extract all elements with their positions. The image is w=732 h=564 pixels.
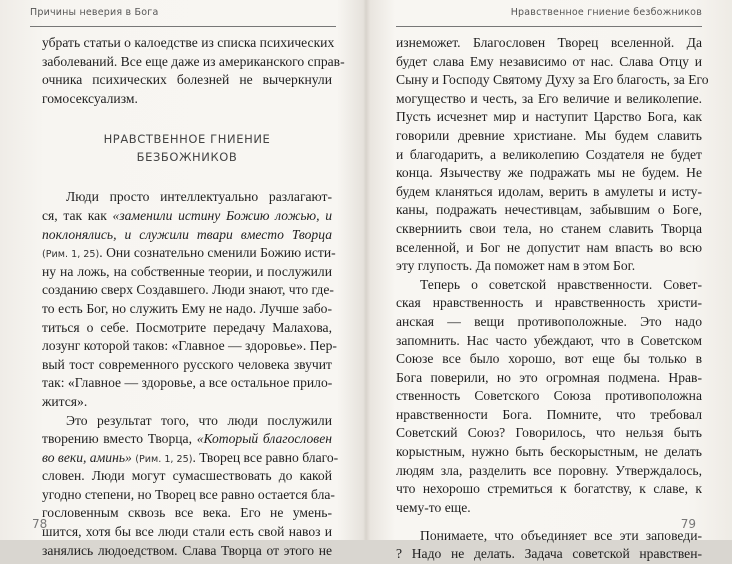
- text-line: Союзе все было хорошо, вот еще бы только в: [396, 351, 702, 367]
- text-run: . Творец все равно благо-: [192, 449, 339, 465]
- running-head: Нравственное гниение безбожников: [510, 7, 702, 18]
- text-run: творению вместо Творца,: [42, 431, 197, 447]
- text-line: [42, 226, 332, 245]
- text-line: [42, 449, 339, 468]
- page-number: 79: [680, 517, 696, 531]
- text-line: лозунг которой таков: «Главное — здоровье». Пер-: [42, 338, 337, 354]
- text-line: Теперь о советской нравственности. Совет-: [420, 276, 702, 292]
- quote-run: во веки, аминь»: [42, 449, 132, 465]
- text-line: будет слава Ему независимо от нас. Слава Отцу и: [396, 53, 702, 69]
- text-line: скверниить свои тела, но станем славить Творца: [396, 220, 702, 236]
- text-line: Понимаете, что объединяет все эти заповеди-: [420, 527, 702, 543]
- text-line: то есть Бог, но служить Ему не надо. Лучше забо-: [42, 300, 332, 316]
- text-line: очника психических болезней не вычеркнули: [42, 72, 332, 88]
- text-line: Это результат того, что люди послужили: [66, 412, 332, 428]
- text-line: запомнить. Нас часто убеждают, что в Советском: [396, 332, 702, 348]
- text-line: каны, подражать нечестивцам, забывшим о Боге,: [396, 202, 702, 218]
- text-line: корыстным, нужно быть бескорыстным, не делать: [396, 444, 702, 460]
- text-line: [42, 244, 336, 263]
- text-line: эту глупость. Да поможет нам в этом Бог.: [396, 258, 636, 274]
- header-rule: [396, 26, 702, 27]
- text-line: шится, хотя бы все люди стали есть свой навоз и: [42, 524, 332, 540]
- running-head: Причины неверия в Бога: [30, 7, 159, 18]
- right-page: [366, 0, 732, 562]
- scripture-reference: (Рим. 1, 25): [42, 249, 100, 261]
- text-line: и благодарить, а великолепию Создателя не будет: [396, 146, 702, 162]
- text-line: ская нравственность и нравственность христи-: [396, 295, 702, 311]
- heading-line: НРАВСТВЕННОЕ ГНИЕНИЕ: [103, 132, 271, 147]
- text-line: Бога поверили, но это огромная подмена. Нрав-: [396, 369, 702, 385]
- text-line: словен. Люди могут сумасшествовать до какой: [42, 468, 332, 484]
- text-line: убрать статьи о калоедстве из списка психических: [42, 35, 335, 50]
- quote-run: поклонялись, и служили твари вместо Творца: [42, 226, 332, 242]
- text-line: конца. Язычеству же подражать мы не будем. Не: [396, 165, 702, 181]
- text-line: чему-то еще.: [396, 499, 471, 515]
- section-heading: [42, 130, 332, 166]
- text-line: ственность Советского Союза противоположна: [396, 388, 702, 404]
- text-line: могущество и честь, за Его величие и великолепие.: [396, 90, 702, 106]
- text-line: гословенным сквозь все века. Его не умень-: [42, 505, 332, 521]
- heading-line: БЕЗБОЖНИКОВ: [136, 150, 238, 165]
- body-text: [396, 34, 709, 564]
- text-run: . Они сознательно сменили Божию исти-: [99, 245, 336, 261]
- header-rule: [30, 26, 336, 27]
- text-line: изнеможет. Благословен Творец вселенной. Да: [396, 35, 702, 50]
- quote-run: «Который благословен: [196, 431, 332, 447]
- text-line: людям зла, разделить все поровну. Утверждалось,: [396, 462, 702, 478]
- text-line: созданию сверх Создавшего. Люди знают, что где-: [42, 282, 334, 298]
- text-line: ? Надо не делать. Задача советской нравствен-: [396, 546, 702, 562]
- scripture-reference: (Рим. 1, 25): [135, 453, 193, 465]
- text-line: так: «Главное — здоровье, а все остальное прило-: [42, 375, 333, 391]
- text-line: ну на ложь, на собственные теории, и послужили: [42, 263, 332, 279]
- left-page: [0, 0, 366, 558]
- quote-run: «заменили истину Божию ложью, и: [112, 207, 332, 223]
- text-line: Советский Союз? Говорилось, что нельзя быть: [396, 425, 702, 441]
- text-line: нравственности Бога. Помните, что требовал: [396, 406, 702, 422]
- text-line: говорили древние христиане. Мы будем славить: [396, 127, 702, 143]
- text-line: Пусть исчезнет мир и наступит Царство Бога, как: [396, 109, 702, 125]
- body-text: [42, 34, 345, 560]
- text-line: Люди просто интеллектуально разлагают-: [66, 189, 332, 205]
- text-line: [42, 207, 332, 226]
- text-line: титься о себе. Посмотрите передачу Малахова,: [42, 319, 332, 335]
- text-line: Сыну и Господу Святому Духу за Его благость, за Его: [396, 72, 709, 88]
- text-line: анская — вещи противоположные. Это надо: [396, 313, 702, 329]
- text-line: вселенной, и Бог не допустит нам впасть во всю: [396, 239, 702, 255]
- text-line: что нехорошо стремиться к богатству, к славе, к: [396, 481, 702, 497]
- text-line: вый тост современного русского человека звучит: [42, 356, 332, 372]
- text-line: [42, 430, 332, 449]
- text-line: заболеваний. Все еще даже из американского справ-: [42, 53, 345, 69]
- text-line: гомосексуализм.: [42, 90, 138, 106]
- text-line: жится».: [42, 393, 88, 409]
- text-line: занялись людоедством. Слава Творца от этого не: [42, 542, 332, 558]
- text-run: ся, так как: [42, 207, 113, 223]
- text-line: будем кланяться идолам, верить в амулеты и исту-: [396, 183, 702, 199]
- page-number: 78: [32, 517, 48, 531]
- text-line: угодно степени, но Творец все равно остается бла-: [42, 486, 335, 502]
